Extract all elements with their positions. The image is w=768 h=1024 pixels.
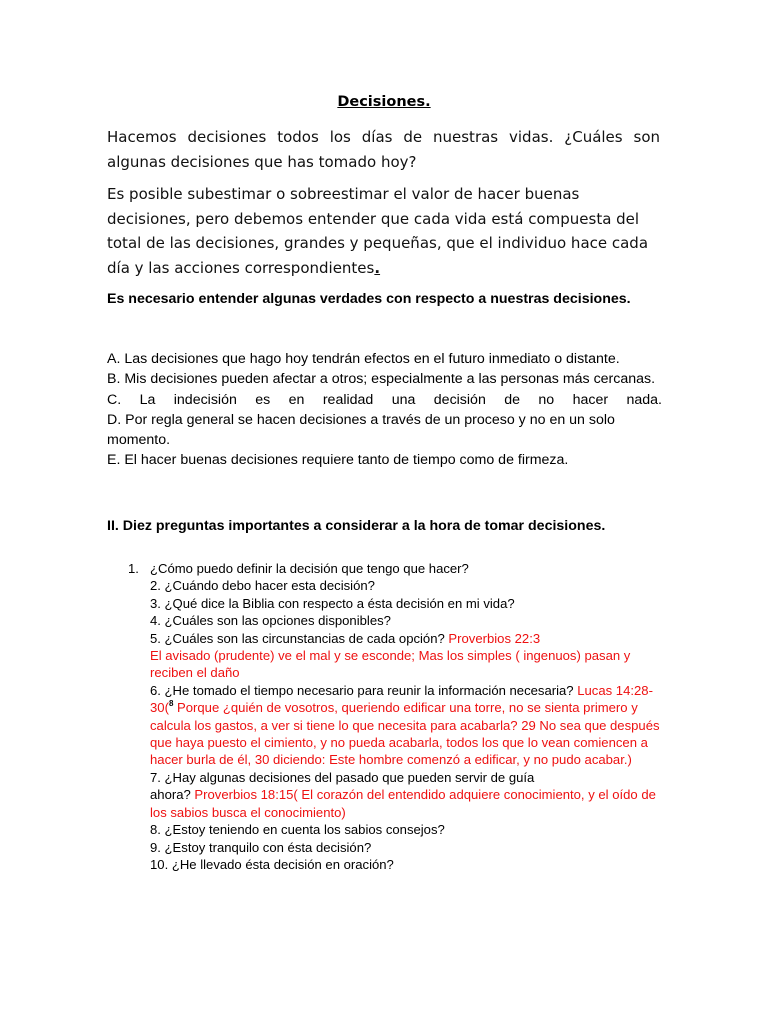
- question-6-verse: Porque ¿quién de vosotros, queriendo edificar una torre, no se sienta primero y calcula los gastos, a ver si tiene lo que necesita para acabarla? 29 No sea que después que haya puesto el cimiento, y no pueda acabarla, todos los que lo vean comiencen a hacer burla de él, 30 diciendo: Este hombre comenzó a edificar, y no pudo acabar.): [150, 700, 660, 768]
- question-7-text-end: ahora?: [150, 787, 195, 803]
- question-3: 3. ¿Qué dice la Biblia con respecto a ésta decisión en mi vida?: [150, 595, 515, 611]
- question-7: [128, 769, 668, 821]
- question-10: 10. ¿He llevado ésta decisión en oración?: [150, 856, 394, 872]
- question-5: [128, 630, 668, 682]
- truths-list: [107, 349, 662, 471]
- question-6: [128, 682, 668, 769]
- questions-heading: II. Diez preguntas importantes a considerar a la hora de tomar decisiones.: [107, 518, 606, 534]
- intro-paragraph-1: Hacemos decisiones todos los días de nuestras vidas. ¿Cuáles son algunas decisiones que has tomado hoy?: [107, 128, 660, 171]
- intro-paragraph-2-period: .: [374, 258, 381, 277]
- question-4: 4. ¿Cuáles son las opciones disponibles?: [150, 613, 391, 629]
- question-9: 9. ¿Estoy tranquilo con ésta decisión?: [150, 839, 372, 855]
- question-6-text: 6. ¿He tomado el tiempo necesario para reunir la información necesaria?: [150, 682, 578, 698]
- truth-item-e: E. El hacer buenas decisiones requiere tanto de tiempo como de firmeza.: [107, 452, 569, 469]
- question-5-reference: Proverbios 22:3: [448, 630, 541, 646]
- truth-item-a: A. Las decisiones que hago hoy tendrán efectos en el futuro inmediato o distante.: [107, 351, 620, 367]
- page-title: Decisiones.: [337, 94, 431, 110]
- question-1-number: 1.: [128, 561, 139, 576]
- question-5-text: 5. ¿Cuáles son las circunstancias de cada opción?: [150, 630, 449, 646]
- question-2: 2. ¿Cuándo debo hacer esta decisión?: [150, 578, 375, 594]
- question-6-verse-number: 8: [168, 699, 174, 709]
- intro-paragraph-2-text: Es posible subestimar o sobreestimar el valor de hacer buenas decisiones, pero debemos entender que cada vida está compuesta del total de las decisiones, grandes y pequeñas, que el individuo hace cada día y las acciones correspondientes: [107, 185, 649, 277]
- question-7-line-2: [150, 786, 668, 821]
- question-1-text: ¿Cómo puedo definir la decisión que tengo que hacer?: [150, 561, 469, 576]
- question-8: 8. ¿Estoy teniendo en cuenta los sabios consejos?: [150, 822, 445, 838]
- intro-paragraph-2: [107, 182, 660, 280]
- question-7-reference: Proverbios 18:15( El corazón del entendido adquiere conocimiento, y el oído de los sabios busca el conocimiento): [150, 787, 656, 820]
- question-7-line-1: 7. ¿Hay algunas decisiones del pasado que pueden servir de guía: [150, 769, 535, 785]
- question-6-reference: Lucas 14:28-30(: [150, 682, 653, 716]
- questions-list: [128, 560, 668, 873]
- truths-heading: Es necesario entender algunas verdades con respecto a nuestras decisiones.: [107, 291, 631, 307]
- truth-item-d: D. Por regla general se hacen decisiones a través de un proceso y no en un solo momento.: [107, 411, 615, 449]
- truth-item-b: B. Mis decisiones pueden afectar a otros; especialmente a las personas más cercanas.: [107, 371, 656, 388]
- question-5-verse: El avisado (prudente) ve el mal y se esconde; Mas los simples ( ingenuos) pasan y reciben el daño: [150, 648, 631, 681]
- truth-item-c: C. La indecisión es en realidad una decisión de no hacer nada.: [107, 391, 662, 408]
- question-1: [128, 560, 668, 577]
